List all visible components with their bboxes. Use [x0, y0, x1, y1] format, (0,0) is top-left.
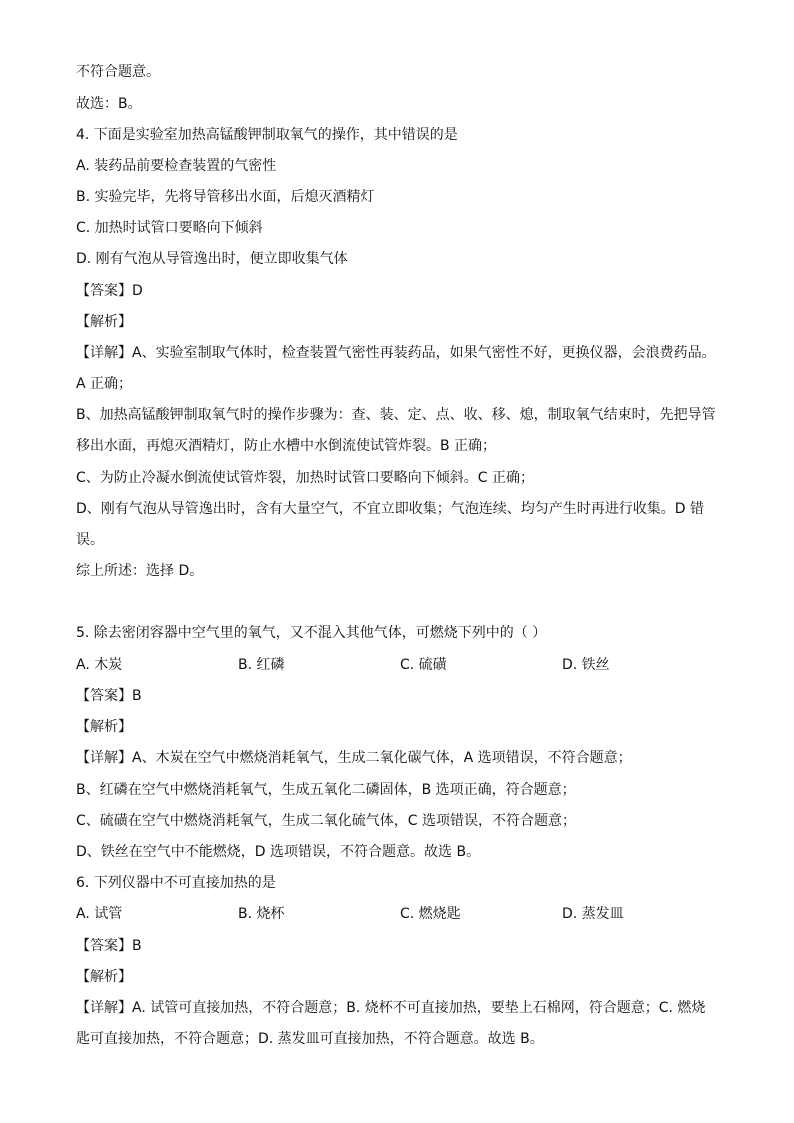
- q4-option-c: C. 加热时试管口要略向下倾斜: [76, 220, 263, 236]
- q4-stem: 4. 下面是实验室加热高锰酸钾制取氧气的操作，其中错误的是: [76, 127, 458, 143]
- q6-detail-line: 匙可直接加热，不符合题意；D. 蒸发皿可直接加热，不符合题意。故选 B。: [76, 1031, 544, 1047]
- q4-analysis-label: 【解析】: [76, 314, 132, 330]
- q5-detail-line: C、硫磺在空气中燃烧消耗氧气，生成二氧化硫气体，C 选项错误，不符合题意；: [76, 813, 576, 829]
- q6-option-c: C. 燃烧匙: [400, 906, 461, 922]
- q4-option-a: A. 装药品前要检查装置的气密性: [76, 158, 277, 174]
- q6-option-b: B. 烧杯: [238, 906, 285, 922]
- q6-option-a: A. 试管: [76, 906, 123, 922]
- q5-detail-line: D、铁丝在空气中不能燃烧，D 选项错误，不符合题意。故选 B。: [76, 844, 481, 860]
- q4-detail-line: A 正确；: [76, 376, 133, 392]
- q5-detail-line: B、红磷在空气中燃烧消耗氧气，生成五氧化二磷固体，B 选项正确，符合题意；: [76, 782, 576, 798]
- q3-answer-choice: 故选：B。: [76, 96, 142, 112]
- q5-option-b: B. 红磷: [238, 657, 285, 673]
- q4-detail-line: D、刚有气泡从导管逸出时，含有大量空气，不宜立即收集；气泡连续、均匀产生时再进行收集。D 错: [76, 501, 705, 517]
- q6-option-d: D. 蒸发皿: [562, 906, 624, 922]
- q4-detail-line: 误。: [76, 532, 104, 548]
- q4-detail-line: B、加热高锰酸钾制取氧气时的操作步骤为：查、装、定、点、收、移、熄，制取氧气结束时，先把导管: [76, 407, 716, 423]
- q5-stem: 5. 除去密闭容器中空气里的氧气，又不混入其他气体，可燃烧下列中的（ ）: [76, 625, 547, 641]
- q6-analysis-label: 【解析】: [76, 969, 132, 985]
- q4-option-d: D. 刚有气泡从导管逸出时，便立即收集气体: [76, 251, 348, 267]
- q5-option-a: A. 木炭: [76, 657, 123, 673]
- q4-summary: 综上所述：选择 D。: [76, 563, 204, 579]
- q5-detail-line: 【详解】A、木炭在空气中燃烧消耗氧气，生成二氧化碳气体，A 选项错误，不符合题意；: [76, 750, 632, 766]
- q4-detail-line: 【详解】A、实验室制取气体时，检查装置气密性再装药品，如果气密性不好，更换仪器，会浪费药品。: [76, 345, 716, 361]
- q5-option-d: D. 铁丝: [562, 657, 610, 673]
- q3-conclusion-line: 不符合题意。: [76, 64, 160, 80]
- q4-answer: 【答案】D: [76, 283, 143, 299]
- q5-option-c: C. 硫磺: [400, 657, 447, 673]
- q4-option-b: B. 实验完毕，先将导管移出水面，后熄灭酒精灯: [76, 189, 375, 205]
- q6-answer: 【答案】B: [76, 938, 142, 954]
- q5-analysis-label: 【解析】: [76, 719, 132, 735]
- q6-stem: 6. 下列仪器中不可直接加热的是: [76, 875, 276, 891]
- q5-answer: 【答案】B: [76, 688, 142, 704]
- q4-detail-line: C、为防止冷凝水倒流使试管炸裂，加热时试管口要略向下倾斜。C 正确；: [76, 470, 534, 486]
- q6-detail-line: 【详解】A. 试管可直接加热，不符合题意；B. 烧杯不可直接加热，要垫上石棉网，符合题意；C. 燃烧: [76, 1000, 706, 1016]
- q4-detail-line: 移出水面，再熄灭酒精灯，防止水槽中水倒流使试管炸裂。B 正确；: [76, 438, 497, 454]
